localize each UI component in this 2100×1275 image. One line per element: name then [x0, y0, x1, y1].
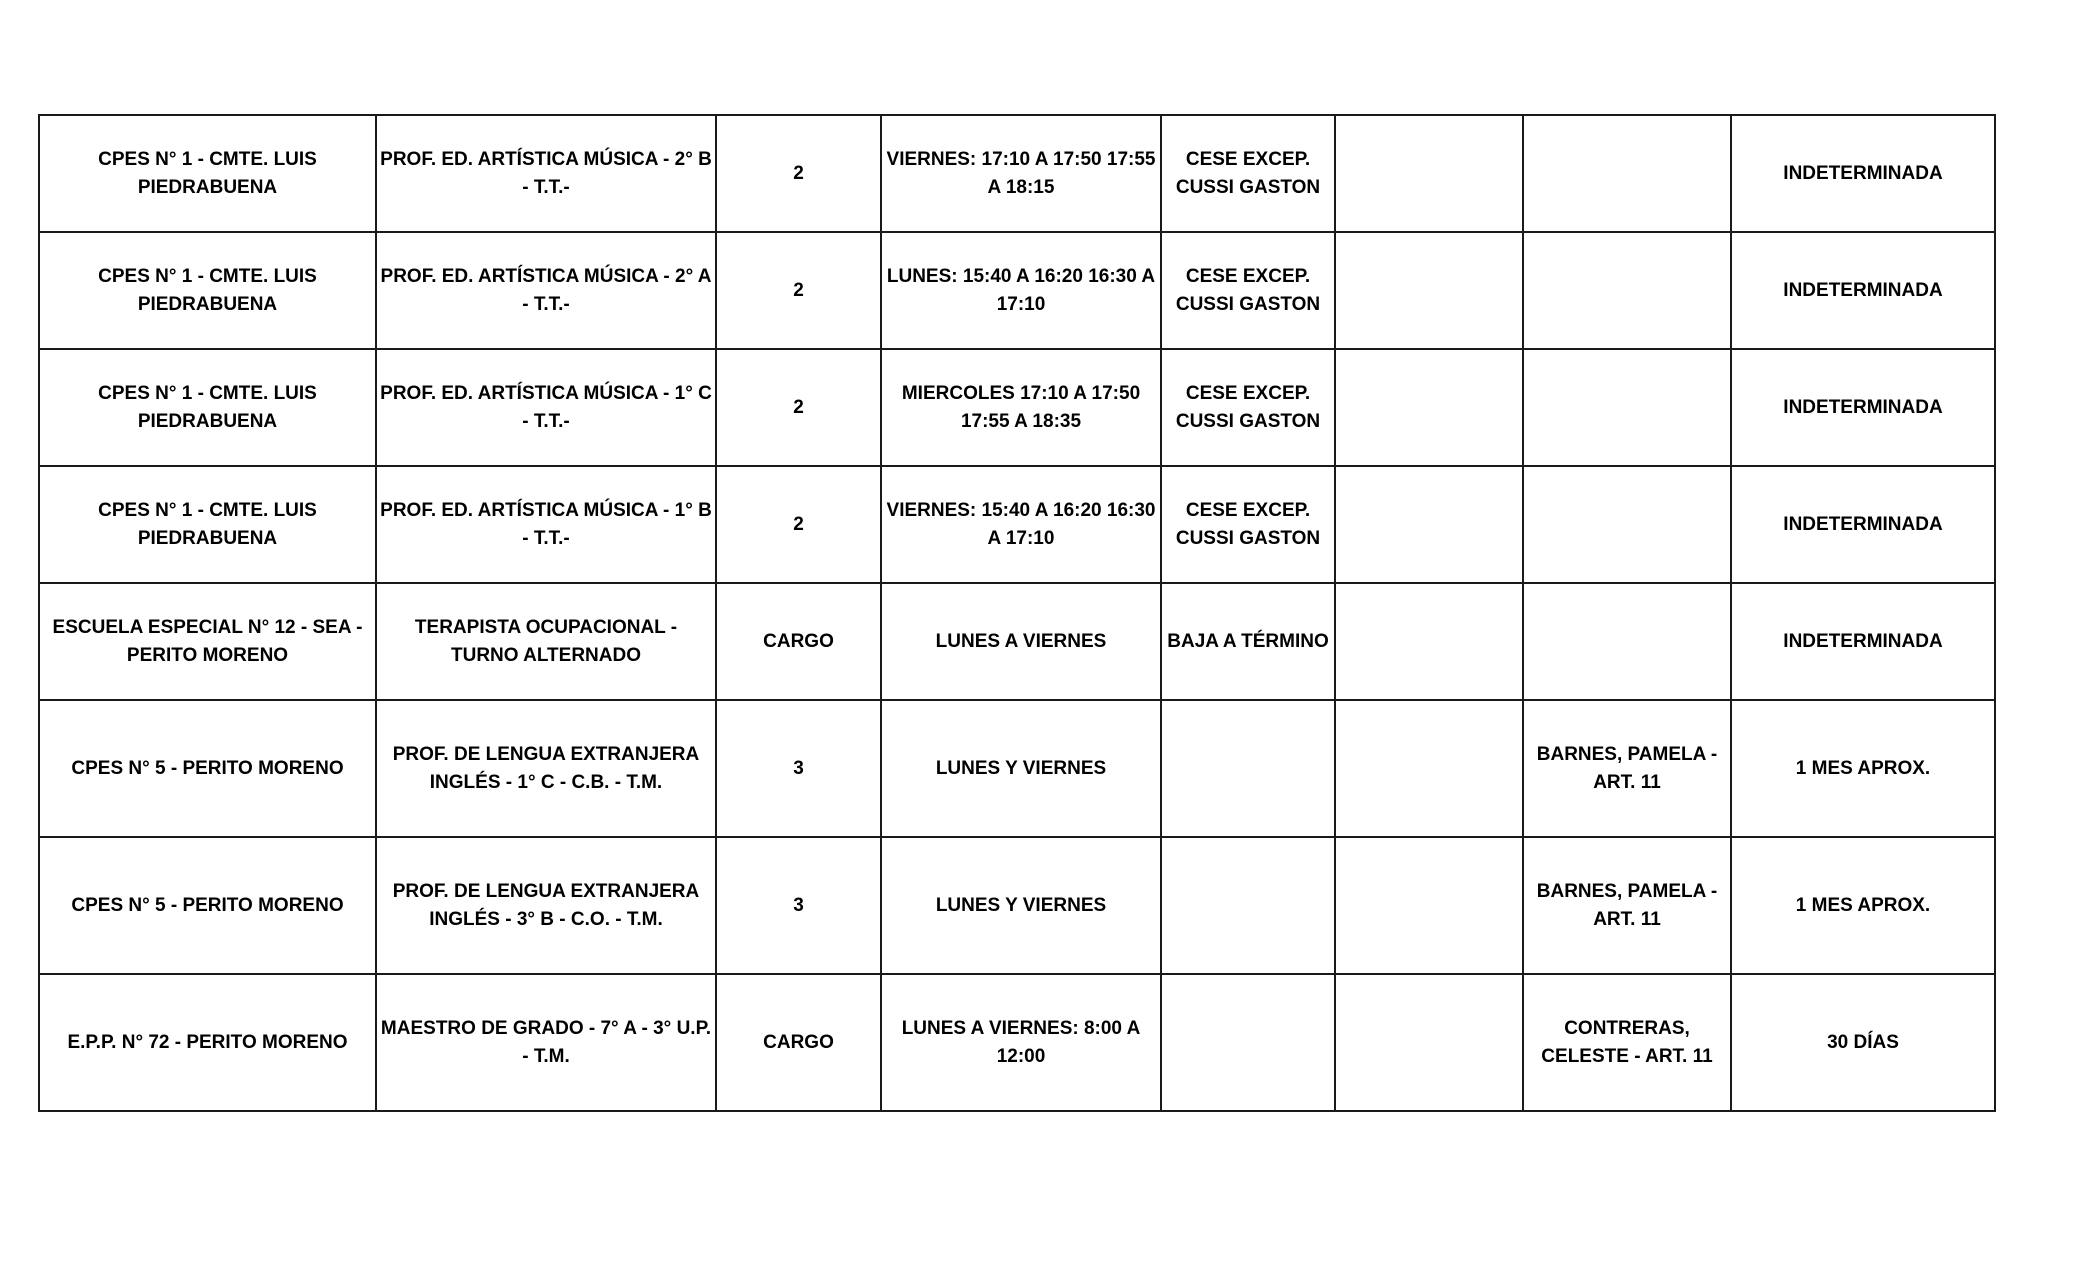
reason-cell	[1161, 974, 1335, 1111]
replaced-teacher-cell: BARNES, PAMELA - ART. 11	[1523, 837, 1731, 974]
reason-cell: CESE EXCEP. CUSSI GASTON	[1161, 466, 1335, 583]
position-cell: PROF. ED. ARTÍSTICA MÚSICA - 2° A - T.T.-	[376, 232, 716, 349]
empty-cell	[1335, 974, 1523, 1111]
table-row	[39, 466, 1995, 583]
position-cell: PROF. ED. ARTÍSTICA MÚSICA - 1° C - T.T.-	[376, 349, 716, 466]
table-row	[39, 974, 1995, 1111]
position-cell: PROF. DE LENGUA EXTRANJERA INGLÉS - 3° B - C.O. - T.M.	[376, 837, 716, 974]
schedule-cell: LUNES Y VIERNES	[881, 837, 1161, 974]
empty-cell	[1335, 349, 1523, 466]
duration-cell: INDETERMINADA	[1731, 115, 1995, 232]
duration-cell: 30 DÍAS	[1731, 974, 1995, 1111]
table-row	[39, 232, 1995, 349]
empty-cell	[1335, 837, 1523, 974]
duration-cell: INDETERMINADA	[1731, 232, 1995, 349]
position-cell: TERAPISTA OCUPACIONAL - TURNO ALTERNADO	[376, 583, 716, 700]
duration-cell: 1 MES APROX.	[1731, 837, 1995, 974]
duration-cell: INDETERMINADA	[1731, 583, 1995, 700]
empty-cell	[1335, 232, 1523, 349]
hours-cell: 2	[716, 466, 881, 583]
empty-cell	[1335, 583, 1523, 700]
reason-cell	[1161, 700, 1335, 837]
school-cell: CPES N° 1 - CMTE. LUIS PIEDRABUENA	[39, 115, 376, 232]
duration-cell: INDETERMINADA	[1731, 349, 1995, 466]
reason-cell: CESE EXCEP. CUSSI GASTON	[1161, 349, 1335, 466]
position-cell: PROF. DE LENGUA EXTRANJERA INGLÉS - 1° C - C.B. - T.M.	[376, 700, 716, 837]
hours-cell: CARGO	[716, 583, 881, 700]
duration-cell: 1 MES APROX.	[1731, 700, 1995, 837]
position-cell: MAESTRO DE GRADO - 7° A - 3° U.P. - T.M.	[376, 974, 716, 1111]
reason-cell: CESE EXCEP. CUSSI GASTON	[1161, 232, 1335, 349]
replaced-teacher-cell: BARNES, PAMELA - ART. 11	[1523, 700, 1731, 837]
schedule-cell: VIERNES: 17:10 A 17:50 17:55 A 18:15	[881, 115, 1161, 232]
hours-cell: 2	[716, 349, 881, 466]
duration-cell: INDETERMINADA	[1731, 466, 1995, 583]
schedule-cell: LUNES Y VIERNES	[881, 700, 1161, 837]
empty-cell	[1335, 115, 1523, 232]
schedule-cell: LUNES A VIERNES: 8:00 A 12:00	[881, 974, 1161, 1111]
school-cell: CPES N° 5 - PERITO MORENO	[39, 700, 376, 837]
table-row	[39, 349, 1995, 466]
replaced-teacher-cell	[1523, 349, 1731, 466]
school-cell: CPES N° 5 - PERITO MORENO	[39, 837, 376, 974]
hours-cell: 3	[716, 700, 881, 837]
hours-cell: 2	[716, 115, 881, 232]
schedule-cell: LUNES A VIERNES	[881, 583, 1161, 700]
table-row	[39, 700, 1995, 837]
position-cell: PROF. ED. ARTÍSTICA MÚSICA - 1° B - T.T.-	[376, 466, 716, 583]
school-cell: ESCUELA ESPECIAL N° 12 - SEA - PERITO MORENO	[39, 583, 376, 700]
schedule-cell: MIERCOLES 17:10 A 17:50 17:55 A 18:35	[881, 349, 1161, 466]
replaced-teacher-cell	[1523, 115, 1731, 232]
replaced-teacher-cell	[1523, 232, 1731, 349]
hours-cell: 3	[716, 837, 881, 974]
hours-cell: 2	[716, 232, 881, 349]
school-cell: CPES N° 1 - CMTE. LUIS PIEDRABUENA	[39, 466, 376, 583]
table-row	[39, 583, 1995, 700]
empty-cell	[1335, 700, 1523, 837]
replaced-teacher-cell	[1523, 583, 1731, 700]
position-cell: PROF. ED. ARTÍSTICA MÚSICA - 2° B - T.T.-	[376, 115, 716, 232]
school-cell: E.P.P. N° 72 - PERITO MORENO	[39, 974, 376, 1111]
reason-cell	[1161, 837, 1335, 974]
schedule-cell: LUNES: 15:40 A 16:20 16:30 A 17:10	[881, 232, 1161, 349]
empty-cell	[1335, 466, 1523, 583]
table-row	[39, 837, 1995, 974]
reason-cell: BAJA A TÉRMINO	[1161, 583, 1335, 700]
schedule-cell: VIERNES: 15:40 A 16:20 16:30 A 17:10	[881, 466, 1161, 583]
reason-cell: CESE EXCEP. CUSSI GASTON	[1161, 115, 1335, 232]
replaced-teacher-cell	[1523, 466, 1731, 583]
table-row	[39, 115, 1995, 232]
vacancy-table	[38, 114, 1996, 1112]
replaced-teacher-cell: CONTRERAS, CELESTE - ART. 11	[1523, 974, 1731, 1111]
hours-cell: CARGO	[716, 974, 881, 1111]
school-cell: CPES N° 1 - CMTE. LUIS PIEDRABUENA	[39, 349, 376, 466]
vacancy-table-container	[38, 114, 1994, 1112]
school-cell: CPES N° 1 - CMTE. LUIS PIEDRABUENA	[39, 232, 376, 349]
